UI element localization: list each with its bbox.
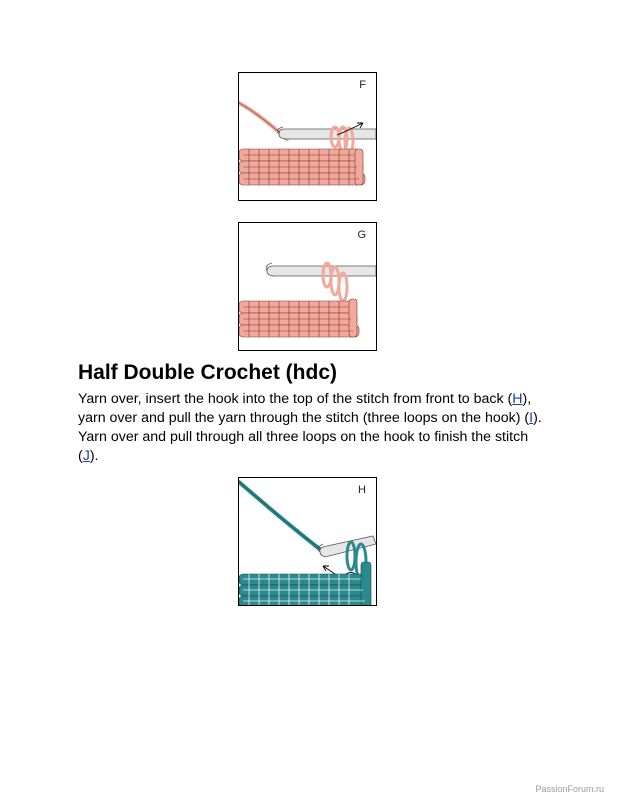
- figure-label-h: H: [358, 484, 366, 496]
- instruction-text-3: ). Yarn over and pull through all three loops on the hook to finish the stitch (: [78, 410, 542, 464]
- instruction-paragraph: [78, 390, 548, 466]
- crochet-figure-h: [238, 477, 377, 606]
- instruction-text-2: ), yarn over and pull the yarn through the stitch (three loops on the hook) (: [78, 391, 532, 426]
- section-heading: Half Double Crochet (hdc): [78, 361, 338, 384]
- watermark-text: PassionForum.ru: [535, 784, 604, 794]
- crochet-illustration-h: [239, 478, 377, 606]
- instruction-text-1: Yarn over, insert the hook into the top of the stitch from front to back (: [78, 391, 513, 407]
- figure-link-j[interactable]: J: [82, 448, 90, 464]
- figure-link-h[interactable]: H: [512, 391, 523, 407]
- crochet-figure-f: [238, 72, 377, 201]
- crochet-illustration-g: [239, 223, 377, 351]
- figure-label-g: G: [357, 229, 366, 241]
- figure-label-f: F: [359, 79, 366, 91]
- crochet-figure-g: [238, 222, 377, 351]
- crochet-illustration-f: [239, 73, 377, 201]
- figure-link-i[interactable]: I: [529, 410, 534, 426]
- instruction-text-4: ).: [89, 448, 99, 464]
